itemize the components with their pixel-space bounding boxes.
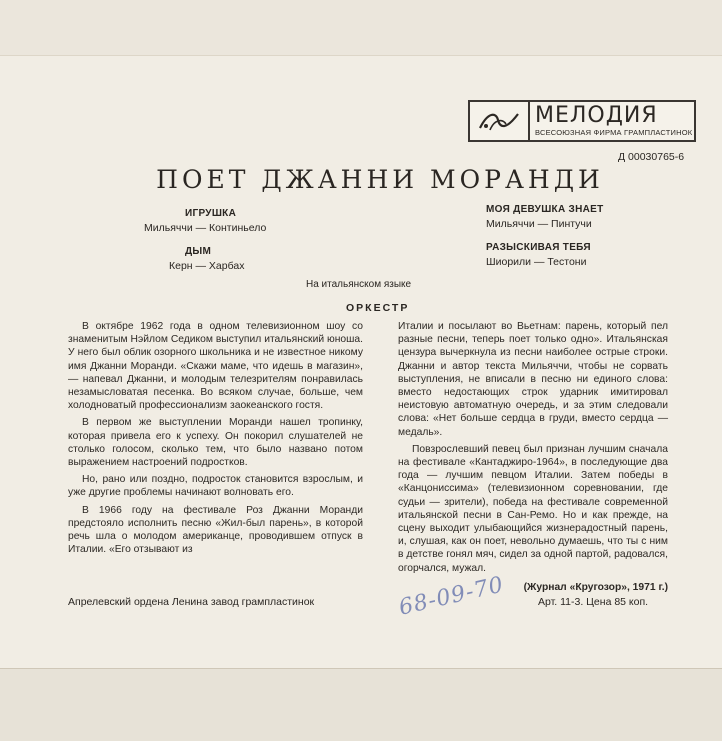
- paragraph: Повзрослевший певец был признан лучшим сначала на фестивале «Кантаджиро-1964», в последующие два года — лучшим певцом Италии. Затем победы в «Канцониссима» (телевизионном соревновании, где судьи — зрители), победа на фестивале современной итальянской песни в Сан-Ремо. Но и как прежде, на сцену выходит улыбающийся жизнерадостный парень, и, слушая, как он поет, невольно думаешь, что ты с ним в детстве гонял мяч, сидел за одной партой, радовался, огорчался, мужал.: [398, 443, 668, 574]
- handwritten-note: 68-09-70: [396, 572, 507, 621]
- track-2: [169, 245, 245, 273]
- track-title: МОЯ ДЕВУШКА ЗНАЕТ: [486, 204, 604, 215]
- track-credit: Керн — Харбах: [169, 260, 245, 272]
- track-credit: Шиорили — Тестони: [486, 256, 587, 268]
- source-citation: (Журнал «Кругозор», 1971 г.): [523, 581, 668, 593]
- melodiya-emblem-icon: [470, 102, 530, 140]
- language-note: На итальянском языке: [306, 279, 412, 290]
- catalog-number: Д 00030765-6: [618, 151, 685, 163]
- track-4: [486, 241, 591, 269]
- melodiya-logo: [468, 100, 696, 142]
- track-3: [486, 203, 604, 231]
- track-credit: Мильяччи — Континьело: [144, 222, 267, 234]
- track-1: [144, 207, 267, 235]
- paragraph: Италии и посылают во Вьетнам: парень, который пел разные песни, теперь поет только одно». Итальянская цензура вычеркнула из песни наиболее острые строки. Джанни и автор текста Мильяччи, чтобы не сорвать выступления, не вписали в песню ни единого слова: вместо недостающих строк ударник имитировал неистовую автоматную очередь, и за этим следовали слова: «Нет больше сердца в груди, вместо сердца — медаль».: [398, 321, 668, 438]
- track-credit: Мильяччи — Пинтучи: [486, 218, 592, 230]
- factory-name: Апрелевский ордена Ленина завод грампластинок: [68, 596, 315, 608]
- liner-notes-right: [398, 320, 668, 594]
- upper-flap: [0, 0, 722, 58]
- brand-subtitle: ВСЕСОЮЗНАЯ ФИРМА ГРАМПЛАСТИНОК: [535, 128, 693, 138]
- track-title: РАЗЫСКИВАЯ ТЕБЯ: [486, 242, 591, 253]
- liner-notes-left: [68, 320, 363, 560]
- lower-flap: [0, 668, 722, 741]
- paragraph: В первом же выступлении Моранди нашел тропинку, которая привела его к успеху. Он покорил слушателей не столько голосом, сколько тем, что было названо потом выражением настроений подростков.: [68, 417, 363, 469]
- brand-name: МЕЛОДИЯ: [535, 103, 658, 129]
- paragraph: В октябре 1962 года в одном телевизионном шоу со знаменитым Нэйлом Седиком выступил итальянский юноша. У него был облик озорного школьника и не известное никому имя Джанни Моранди. «Скажи маме, что идешь в магазин», — напевал Джанни, и молодым телезрителям понравилась незамысловатая песенка. Во всяком случае, больше, чем холодноватый профессионализм заокеанского гостя.: [68, 321, 363, 412]
- track-title: ДЫМ: [185, 246, 212, 257]
- paragraph: Но, рано или поздно, подросток становится взрослым, и уже другие проблемы начинают волновать его.: [68, 474, 363, 499]
- orchestra-label: ОРКЕСТР: [346, 302, 410, 314]
- paragraph: В 1966 году на фестивале Роз Джанни Моранди предстояло исполнить песню «Жил-был парень», в которой речь шла о молодом американце, проводившем отпуск в Италии. «Его отзывают из: [68, 504, 363, 556]
- album-title: ПОЕТ ДЖАННИ МОРАНДИ: [156, 165, 604, 194]
- price-label: Арт. 11-3. Цена 85 коп.: [538, 596, 649, 608]
- track-title: ИГРУШКА: [185, 208, 237, 219]
